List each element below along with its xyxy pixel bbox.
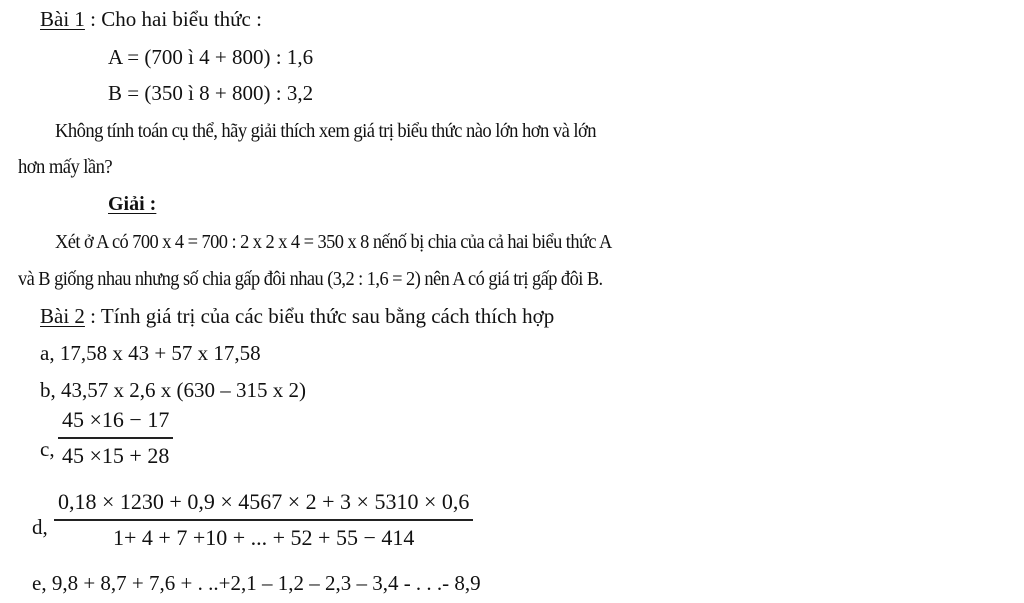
problem-d-fraction xyxy=(54,487,473,553)
problem-d-prefix: d, xyxy=(32,515,48,539)
problem-d-numerator: 0,18 × 1230 + 0,9 × 4567 × 2 + 3 × 5310 × 0,6 xyxy=(58,489,470,514)
problem-c-denominator: 45 ×15 + 28 xyxy=(62,442,170,468)
fraction-bar xyxy=(58,437,173,439)
question-line-2: hơn mấy lần? xyxy=(18,156,113,178)
problem-c-numerator: 45 ×16 − 17 xyxy=(62,407,170,432)
bai2-label: Bài 2 xyxy=(40,304,85,328)
expression-a: A = (700 ì 4 + 800) : 1,6 xyxy=(108,45,314,69)
bai1-title-text: : Cho hai biểu thức : xyxy=(84,7,262,31)
solution-line-2: và B giống nhau nhưng số chia gấp đôi nhau (3,2 : 1,6 = 2) nên A có giá trị gấp đôi B. xyxy=(18,268,603,290)
expression-b: B = (350 ì 8 + 800) : 3,2 xyxy=(108,81,314,105)
problem-c-fraction xyxy=(58,405,173,471)
question-line-1: Không tính toán cụ thể, hãy giải thích xem giá trị biểu thức nào lớn hơn và lớn xyxy=(55,120,596,142)
bai1-label: Bài 1 xyxy=(40,7,85,31)
problem-b: b, 43,57 x 2,6 x (630 – 315 x 2) xyxy=(40,378,306,402)
problem-a: a, 17,58 x 43 + 57 x 17,58 xyxy=(40,341,261,365)
problem-e: e, 9,8 + 8,7 + 7,6 + . ..+2,1 – 1,2 – 2,3 – 3,4 - . . .- 8,9 xyxy=(32,571,481,595)
fraction-bar xyxy=(54,519,473,521)
solution-line-1: Xét ở A có 700 x 4 = 700 : 2 x 2 x 4 = 350 x 8 nếnố bị chia của cả hai biểu thức A xyxy=(55,231,612,253)
problem-c-prefix: c, xyxy=(40,437,55,461)
bai2-title-text: : Tính giá trị của các biểu thức sau bằng cách thích hợp xyxy=(84,304,555,328)
bai2-title xyxy=(40,303,554,329)
bai1-title xyxy=(40,6,262,32)
solution-heading: Giải : xyxy=(108,193,157,215)
problem-d-denominator: 1+ 4 + 7 +10 + ... + 52 + 55 − 414 xyxy=(113,524,415,550)
